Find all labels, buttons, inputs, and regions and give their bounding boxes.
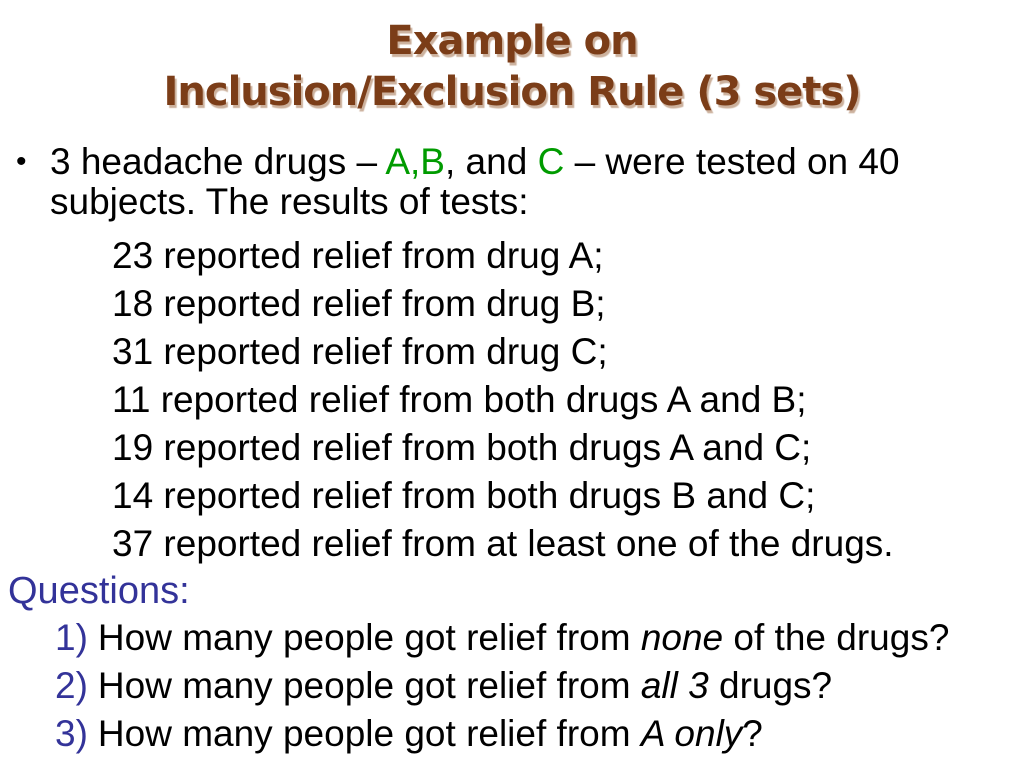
question-2-number: 2): [55, 665, 88, 706]
stat-line-drug-c: 31 reported relief from drug C;: [112, 331, 608, 372]
slide-title-line1: Example on: [386, 18, 638, 64]
question-3-number: 3): [55, 713, 88, 754]
stat-line-drugs-bc: 14 reported relief from both drugs B and C;: [112, 475, 816, 516]
intro-segment: subjects. The results of tests:: [50, 181, 529, 222]
intro-segment: – were tested on 40: [564, 141, 900, 182]
intro-bullet-text: [50, 142, 1004, 222]
intro-bullet: [16, 142, 1004, 222]
questions-list: [55, 614, 1024, 758]
slide-title: [0, 0, 1024, 118]
bullet-marker: •: [16, 145, 27, 178]
question-1-tail: of the drugs?: [723, 617, 950, 658]
test-results-list: [112, 232, 1024, 568]
question-2-text: How many people got relief from: [97, 665, 641, 706]
question-3: [55, 710, 1024, 758]
stat-line-at-least-one: 37 reported relief from at least one of the drugs.: [112, 523, 894, 564]
question-3-tail: ?: [742, 713, 763, 754]
drug-label-ab: A,B: [385, 141, 445, 182]
slide-title-line2: Inclusion/Exclusion Rule (3 sets): [163, 69, 861, 115]
intro-segment: 3 headache drugs –: [50, 141, 386, 182]
questions-heading: Questions:: [8, 570, 190, 612]
question-2-emphasis: all 3: [640, 665, 709, 706]
question-3-emphasis: A only: [640, 713, 743, 754]
stat-line-drug-b: 18 reported relief from drug B;: [112, 283, 606, 324]
question-2: [55, 662, 1024, 710]
drug-label-c: C: [537, 141, 565, 182]
stat-line-drugs-ab: 11 reported relief from both drugs A and B;: [112, 379, 807, 420]
stat-line-drugs-ac: 19 reported relief from both drugs A and C;: [112, 427, 812, 468]
question-1-number: 1): [55, 617, 88, 658]
question-2-tail: drugs?: [708, 665, 833, 706]
question-1: [55, 614, 1024, 662]
question-3-text: How many people got relief from: [97, 713, 641, 754]
question-1-text: How many people got relief from: [97, 617, 641, 658]
stat-line-drug-a: 23 reported relief from drug A;: [112, 235, 604, 276]
intro-segment: , and: [444, 141, 538, 182]
question-1-emphasis: none: [640, 617, 724, 658]
